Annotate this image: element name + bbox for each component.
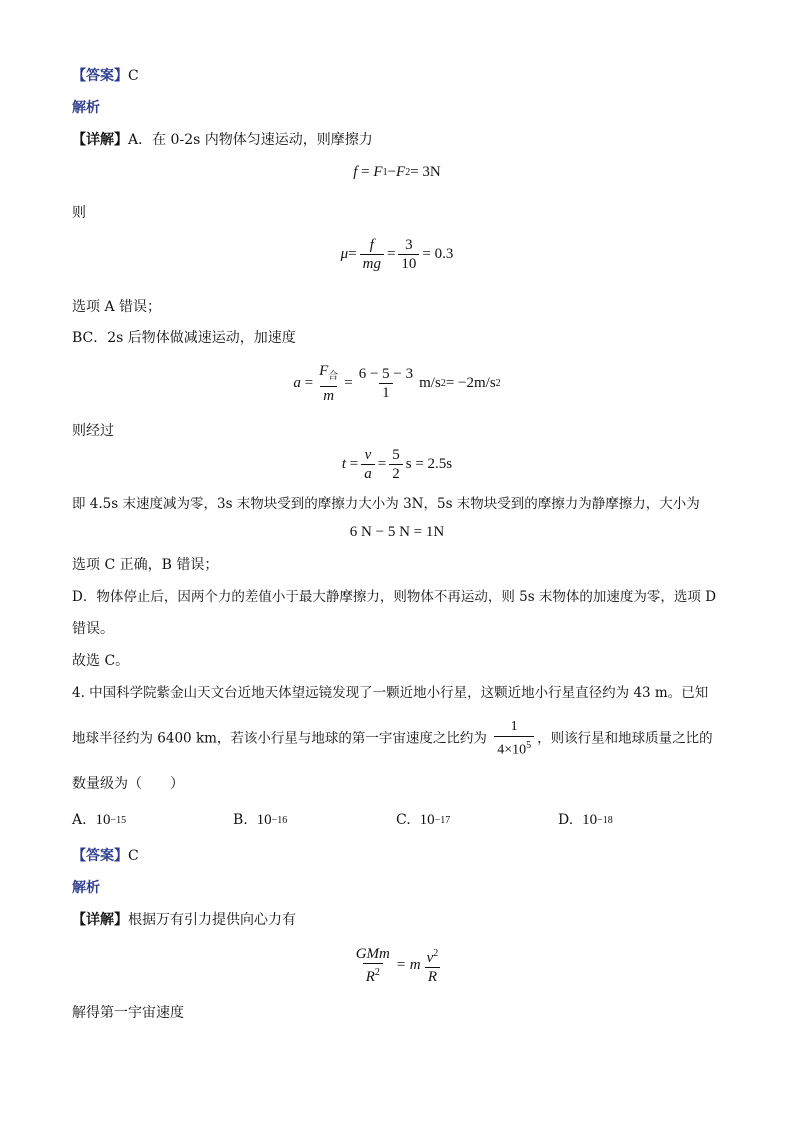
equation-static-friction: [0, 524, 794, 541]
eq4-lhs: t: [341, 456, 347, 472]
detail-tag: 【详解】: [72, 132, 128, 148]
question4-ratio: [494, 718, 534, 760]
option-c[interactable]: [396, 812, 450, 829]
eq2-eq2: =: [386, 246, 396, 262]
question4-line3: 数量级为（ ）: [72, 776, 184, 792]
option-b-exp: −16: [271, 815, 288, 826]
option-b-base: 10: [256, 812, 272, 828]
eq1-f2: F: [396, 164, 406, 180]
analysis-tag-2: 解析: [72, 880, 100, 896]
eq2-num1: f: [369, 237, 374, 253]
grav-num2-sq: 2: [433, 948, 439, 959]
eq3-den1: m: [320, 386, 337, 405]
eq3-den2: 1: [379, 383, 393, 402]
equation-time: t = $\frac{v}{a}$ = $\frac{5}{2}$ s = 2.5s: [341, 447, 453, 482]
option-a-label: A.: [72, 812, 87, 828]
text-d1: D．物体停止后，因两个力的差值小于最大静摩擦力，则物体不再运动，则 5s 末物体的加速度为零，选项 D: [72, 589, 717, 605]
option-a-exp: −15: [110, 815, 127, 826]
eq2-den2: 10: [398, 254, 419, 273]
option-b-label: B.: [233, 812, 248, 828]
text-then: 则: [72, 205, 86, 221]
eq3-num2: 6 − 5 − 3: [358, 366, 414, 382]
ratio-num: 1: [510, 719, 518, 734]
answer-line: [72, 66, 139, 86]
detail-text: A．在 0-2s 内物体匀速运动，则摩擦力: [128, 132, 373, 148]
grav-frac1: [353, 945, 393, 986]
grav-den1-sq: 2: [374, 967, 380, 978]
eq2-frac2: [398, 236, 419, 273]
eq4-num2: 5: [392, 447, 400, 463]
eq2-frac1: [360, 236, 384, 273]
option-d-base: 10: [582, 812, 598, 828]
eq4-num1: v: [364, 447, 372, 463]
option-a-base: 10: [95, 812, 111, 828]
analysis-heading-2: [72, 878, 100, 898]
eq2-eq1: =: [348, 246, 357, 262]
eq1-sub1: 1: [382, 167, 388, 178]
answer-value: C: [128, 68, 139, 84]
ratio-exp: 5: [526, 740, 532, 751]
text-solve: 解得第一宇宙速度: [72, 1005, 184, 1021]
question4-line1: 4. 中国科学院紫金山天文台近地天体望远镜发现了一颗近地小行星，这颗近地小行星直径约为 43 m。已知: [72, 685, 709, 701]
analysis-heading: [72, 98, 100, 118]
ratio-den: 4×10: [497, 742, 527, 758]
question4-line2-pre: 地球半径约为 6400 km，若该小行星与地球的第一宇宙速度之比约为: [72, 730, 487, 747]
eq1-f1: F: [373, 164, 383, 180]
option-c-base: 10: [419, 812, 435, 828]
detail-tag-2: 【详解】: [72, 912, 128, 928]
eq3-rhs-sq: 2: [495, 378, 501, 389]
eq5: 6 N − 5 N = 1N: [349, 524, 445, 540]
eq2-num2: 3: [405, 237, 413, 253]
eq4-den2: 2: [389, 464, 403, 483]
eq1-rhs: = 3N: [410, 164, 441, 180]
grav-den2: R: [425, 967, 440, 986]
equation-acceleration: a = $\frac{F_合}{m}$ = $\frac{6 - 5 - 3}{1}$ m/s 2 = −2m/s 2: [293, 363, 501, 404]
eq3-num1: F: [319, 363, 329, 379]
text-bc: BC．2s 后物体做减速运动，加速度: [72, 330, 296, 346]
option-c-label: C.: [396, 812, 411, 828]
text-d2: 错误。: [72, 621, 114, 637]
option-d-label: D.: [558, 812, 574, 828]
equation-mu: [0, 236, 794, 273]
grav-mid: = m: [395, 957, 421, 973]
eq2-den1: mg: [360, 254, 384, 273]
eq3-lhs: a: [293, 375, 301, 391]
question4-line2: [72, 718, 713, 760]
analysis-tag: 解析: [72, 100, 100, 116]
detail-line-2: [72, 910, 296, 930]
eq3-num1-sub: 合: [328, 371, 339, 382]
answer-line-2: [72, 846, 139, 866]
option-b[interactable]: [233, 812, 287, 829]
answer-tag-2: 【答案】: [72, 848, 128, 864]
eq3-frac1: [316, 362, 341, 405]
grav-num1: GMm: [355, 946, 390, 962]
eq3-unit: m/s: [419, 375, 441, 391]
text-then2: 则经过: [72, 423, 114, 439]
eq4-rhs: s = 2.5s: [405, 456, 453, 472]
answer-tag: 【答案】: [72, 68, 128, 84]
eq3-rhs: = −2m/s: [445, 375, 496, 391]
equation-friction: f = F 1 − F 2 = 3N: [353, 164, 441, 180]
eq3-sq: 2: [440, 378, 446, 389]
detail-line-a: [72, 130, 373, 150]
text-stop: 即 4.5s 末速度减为零，3s 末物块受到的摩擦力大小为 3N，5s 末物块受到的摩擦力为静摩擦力，大小为: [72, 496, 700, 512]
eq1-minus: −: [387, 164, 397, 180]
eq2-rhs: = 0.3: [422, 246, 454, 262]
detail-text-2: 根据万有引力提供向心力有: [128, 912, 296, 928]
text-choose: 故选 C。: [72, 653, 130, 669]
answer-value-2: C: [128, 848, 139, 864]
eq4-frac2: [389, 446, 403, 483]
option-c-exp: −17: [434, 815, 451, 826]
eq1-sub2: 2: [405, 167, 411, 178]
grav-den1: R: [365, 969, 375, 985]
eq3-frac2: [356, 365, 416, 402]
eq4-den1: a: [361, 464, 375, 483]
grav-num2: v: [426, 950, 434, 966]
option-d-exp: −18: [597, 815, 613, 826]
option-a[interactable]: [72, 812, 126, 829]
grav-frac2: [424, 945, 442, 986]
eq4-frac1: [361, 446, 375, 483]
text-c-right: 选项 C 正确，B 错误；: [72, 557, 219, 573]
question4-line2-post: ，则该行星和地球质量之比的: [537, 730, 713, 747]
eq2-lhs: μ: [340, 246, 349, 262]
option-d[interactable]: [558, 812, 613, 829]
text-a-wrong: 选项 A 错误；: [72, 299, 162, 315]
equation-gravitation: [0, 945, 794, 986]
eq1-lhs: f: [353, 164, 358, 180]
